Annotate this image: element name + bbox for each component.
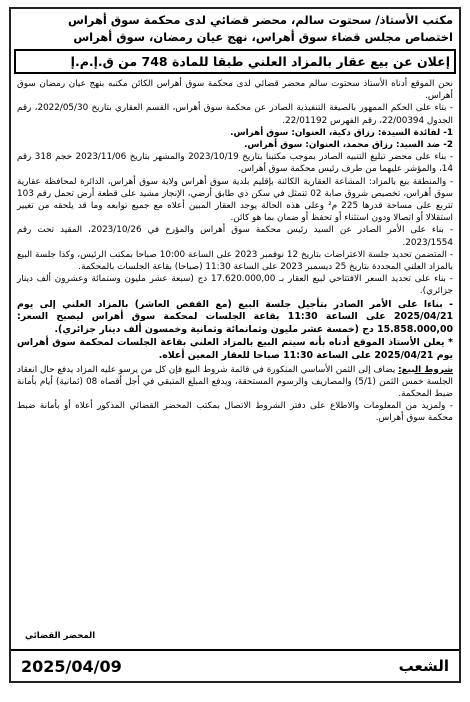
address-line: اختصاص مجلس قضاء سوق أهراس، نهج عيان رمضان، سوق أهراس <box>73 30 453 44</box>
paragraph: - بناء على تحديد السعر الافتتاحي لبيع العقار بـ 17.620.000,00 دج (سبعة عشر مليون وستمائة وعشرون ألف دينار جزائري). <box>17 274 453 297</box>
conditions-paragraph <box>17 364 453 401</box>
paragraph: - بناء على محضر تبليغ التنبيه الصادر بموجب مكتبنا بتاريخ 2023/10/19 والمشهر بتاريخ 2023/11/06 حجم 318 رقم 14، والمؤشر عليهما من طرف رئيس محكمة سوق أهراس. <box>17 152 453 175</box>
contact-paragraph: - ولمزيد من المعلومات والاطلاع على دفتر الشروط الاتصال بمكتب المحضر القضائي المذكور أعلاه أو بأمانة ضبط محكمة سوق أهراس. <box>17 401 453 424</box>
newspaper-footer <box>11 649 459 681</box>
conditions-label: شروط البيع: <box>398 364 453 375</box>
office-line: مكتب الأستاذ/ سحتوت سالم، محضر قضائي لدى محكمة سوق أهراس <box>67 13 453 27</box>
paragraph: - المتضمن تحديد جلسة الاعتراضات بتاريخ 12 نوفمبر 2023 على الساعة 10:00 صباحا بمكتب الرئيس، وكذا جلسة البيع بالمزاد العلني المحددة بتاريخ 25 ديسمبر 2023 على الساعة 11:30 (صباحا) بقاعة الجلسات بالمحكمة. <box>17 249 453 273</box>
paragraph: - والمنطقة بيع بالمزاد: المشاعة العقارية الكائنة بإقليم بلدية سوق أهراس ولاية سوق أهراس، الدائرة لمحافظة عقارية سوق أهراس، تخصيص شروق صابة 02 تتمثل في سكن ذي طابق أرضي، الإنجاز مشيد على قطعة أرض تحمل رقم 103 تتربع على مساحة قدرها 225 م² وعلى هذه الحالة يوجد العقار المبين أعلاه مع جميع توابعه وما قد يلحقه من تغيير استقلالا أو اتصالا ودون استثناء أو تحفظ أو ضمان بما هو كائن. <box>17 176 454 224</box>
paragraph: - بناء على الأمر الصادر عن السيد رئيس محكمة سوق أهراس والمؤرخ في 2023/10/26، المقيد تحت رقم 2023/1554. <box>17 225 454 248</box>
paragraph: 1- لفائدة السيدة: رزاق دكية، العنوان: سوق أهراس. <box>230 127 453 138</box>
announcement-page <box>9 7 461 683</box>
signature: المحضر القضائي <box>25 631 96 641</box>
paragraph: - بناء على الحكم الممهور بالصيغة التنفيذية الصادر عن محكمة سوق أهراس، القسم العقاري بتاريخ 2022/05/30، رقم الجدول 22/00394، رقم الفهرس 22/01192. <box>17 103 453 126</box>
sale-notice-paragraph: * يعلن الأستاذ الموقع أدناه بأنه سيتم البيع بالمزاد العلني بقاعة الجلسات لمحكمة سوق أهراس يوم 2025/04/21 على الساعة 11:30 صباحا للعقار المعين أعلاه. <box>17 337 453 362</box>
announcement-title: إعلان عن بيع عقار بالمزاد العلني طبقا للمادة 748 من ق.إ.م.إ <box>14 49 456 74</box>
announcement-header <box>11 9 459 46</box>
publication-date: 2025/04/09 <box>21 656 122 676</box>
paragraph: نحن الموقع أدناه الأستاذ سحتوت سالم محضر قضائي لدى محكمة سوق أهراس الكائن مكتبه بنهج عيان رمضان سوق أهراس. <box>17 79 453 102</box>
newspaper-name: الشعب <box>398 657 449 675</box>
conditions-text: يضاف إلى الثمن الأساسي المنكورة في قائمة شروط البيع فإن كل من يرسو عليه المزاد يدفع حال انعقاد الجلسة خمس الثمن (5/1) والمصاريف والرسوم المستحقة، ويدفع المبلغ المتبقي في أجل أقصاه 08 (ثمانية) أيام بأمانة ضبط المحكمة. <box>17 364 453 400</box>
announcement-body <box>11 78 459 425</box>
postponement-paragraph: - بناءا على الأمر الصادر بتأجيل جلسة البيع (مع القفص العاشر) بالمزاد العلني إلى يوم 2025/04/21 على الساعة 11:30 بقاعة الجلسات لمحكمة سوق أهراس ليصبح السعر: 15.858.000,00 دج (خمسة عشر مليون وثمانمائة وثمانية وخمسون ألف دينار جزائري). <box>17 298 453 335</box>
paragraph: 2- ضد السيد: رزاق محمد، العنوان: سوق أهراس. <box>244 140 453 151</box>
